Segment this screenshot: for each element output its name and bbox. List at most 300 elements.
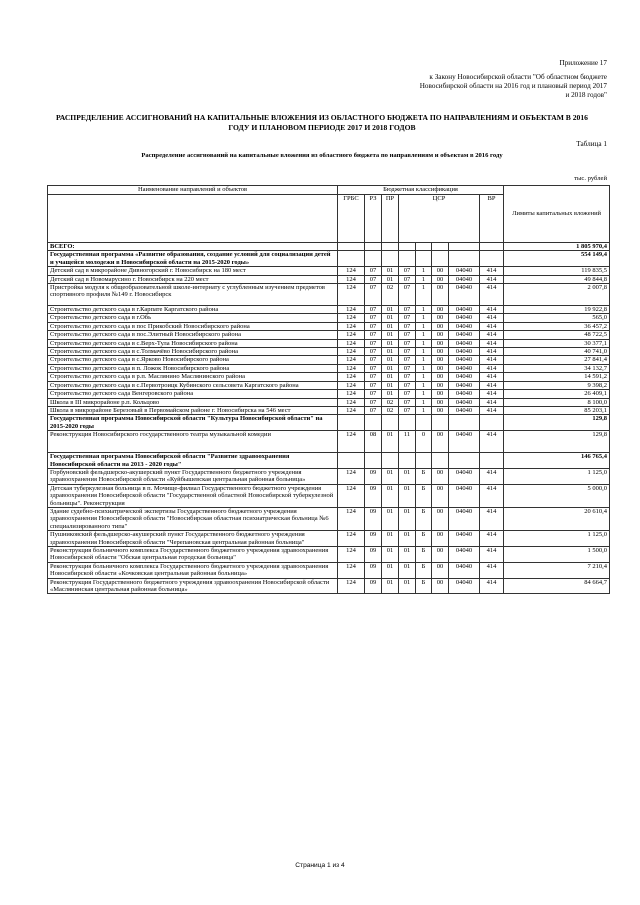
table-row xyxy=(48,390,610,398)
cell-grbs: 124 xyxy=(338,322,365,330)
cell-pr: 01 xyxy=(382,314,399,322)
cell-pr xyxy=(382,251,399,267)
cell-grbs: 124 xyxy=(338,306,365,314)
cell-rz: 09 xyxy=(365,562,382,578)
cell-pr: 01 xyxy=(382,578,399,594)
column-header-csr: ЦСР xyxy=(399,195,480,243)
column-header-name-blank xyxy=(48,195,338,243)
cell-pr: 01 xyxy=(382,390,399,398)
cell-c3: 00 xyxy=(432,339,449,347)
cell-c2: 1 xyxy=(416,267,432,275)
cell-c2: Б xyxy=(416,578,432,594)
cell-c1: 07 xyxy=(399,381,416,389)
cell-grbs: 124 xyxy=(338,578,365,594)
cell-c2 xyxy=(416,243,432,251)
cell-pr: 01 xyxy=(382,364,399,372)
cell-grbs: 124 xyxy=(338,348,365,356)
cell-rz xyxy=(365,415,382,431)
cell-c4 xyxy=(449,243,480,251)
table-row xyxy=(48,322,610,330)
cell-c1: 07 xyxy=(399,267,416,275)
cell-name: Реконструкция Новосибирского государственного театра музыкальной комедии xyxy=(48,431,338,453)
cell-c2: 1 xyxy=(416,331,432,339)
cell-c3: 00 xyxy=(432,275,449,283)
cell-c3: 00 xyxy=(432,531,449,547)
cell-pr: 01 xyxy=(382,562,399,578)
cell-grbs: 124 xyxy=(338,507,365,530)
cell-c2: 0 xyxy=(416,431,432,453)
cell-vr: 414 xyxy=(480,331,504,339)
table-row xyxy=(48,531,610,547)
cell-c4: 04040 xyxy=(449,314,480,322)
cell-c3: 00 xyxy=(432,267,449,275)
cell-vr: 414 xyxy=(480,484,504,507)
table-row xyxy=(48,484,610,507)
cell-c1: 07 xyxy=(399,306,416,314)
cell-grbs xyxy=(338,251,365,267)
cell-c2: 1 xyxy=(416,406,432,414)
cell-name: Строительство детского сада в с.Толмачёво Новосибирского района xyxy=(48,348,338,356)
table-row xyxy=(48,356,610,364)
cell-pr xyxy=(382,453,399,469)
cell-vr: 414 xyxy=(480,381,504,389)
cell-grbs: 124 xyxy=(338,364,365,372)
cell-name: ВСЕГО: xyxy=(48,243,338,251)
cell-amount: 14 591,2 xyxy=(504,373,610,381)
cell-grbs: 124 xyxy=(338,406,365,414)
cell-amount: 1 125,0 xyxy=(504,531,610,547)
cell-c4: 04040 xyxy=(449,578,480,594)
cell-amount: 26 409,1 xyxy=(504,390,610,398)
cell-c4 xyxy=(449,251,480,267)
cell-c3: 00 xyxy=(432,373,449,381)
cell-rz: 07 xyxy=(365,306,382,314)
table-number: Таблица 1 xyxy=(576,140,607,148)
cell-vr: 414 xyxy=(480,322,504,330)
cell-c3: 00 xyxy=(432,381,449,389)
cell-name: Здание судебно-психиатрической экспертизы Государственного бюджетного учреждения здравоохранения Новосибирской области "Новосибирская областная психиатрическая больница №6 специализированного типа" xyxy=(48,507,338,530)
cell-name: Школа в III микрорайоне р.п. Кольцово xyxy=(48,398,338,406)
cell-c1: 07 xyxy=(399,364,416,372)
cell-c2: 1 xyxy=(416,390,432,398)
column-header-budget-class: Бюджетная классификация xyxy=(338,186,504,195)
cell-c4: 04040 xyxy=(449,267,480,275)
cell-grbs xyxy=(338,453,365,469)
cell-c1: 07 xyxy=(399,406,416,414)
table-row xyxy=(48,468,610,484)
column-header-grbs: ГРБС xyxy=(338,195,365,243)
cell-c2: Б xyxy=(416,547,432,563)
cell-pr: 02 xyxy=(382,284,399,306)
cell-c2: Б xyxy=(416,562,432,578)
cell-amount: 84 664,7 xyxy=(504,578,610,594)
cell-pr: 01 xyxy=(382,484,399,507)
cell-c1 xyxy=(399,453,416,469)
cell-c2: Б xyxy=(416,468,432,484)
table-row xyxy=(48,562,610,578)
cell-rz: 09 xyxy=(365,547,382,563)
cell-vr: 414 xyxy=(480,578,504,594)
cell-c1 xyxy=(399,251,416,267)
cell-amount: 49 844,8 xyxy=(504,275,610,283)
cell-c4: 04040 xyxy=(449,275,480,283)
cell-rz: 09 xyxy=(365,531,382,547)
cell-vr: 414 xyxy=(480,275,504,283)
cell-c2: 1 xyxy=(416,339,432,347)
cell-vr: 414 xyxy=(480,547,504,563)
cell-c2: 1 xyxy=(416,322,432,330)
cell-c3 xyxy=(432,243,449,251)
cell-rz: 07 xyxy=(365,339,382,347)
program-row xyxy=(48,243,610,251)
cell-amount: 119 835,5 xyxy=(504,267,610,275)
cell-vr: 414 xyxy=(480,339,504,347)
cell-vr: 414 xyxy=(480,348,504,356)
cell-c3: 00 xyxy=(432,406,449,414)
cell-c1: 07 xyxy=(399,331,416,339)
cell-grbs: 124 xyxy=(338,398,365,406)
cell-c2: 1 xyxy=(416,356,432,364)
table-row xyxy=(48,373,610,381)
cell-c4: 04040 xyxy=(449,531,480,547)
cell-c3: 00 xyxy=(432,468,449,484)
table-row xyxy=(48,431,610,453)
cell-c2: Б xyxy=(416,507,432,530)
cell-c3: 00 xyxy=(432,578,449,594)
cell-vr xyxy=(480,251,504,267)
cell-c4: 04040 xyxy=(449,381,480,389)
cell-rz xyxy=(365,243,382,251)
cell-grbs: 124 xyxy=(338,373,365,381)
cell-grbs: 124 xyxy=(338,484,365,507)
cell-rz: 09 xyxy=(365,578,382,594)
table-row xyxy=(48,364,610,372)
cell-pr: 01 xyxy=(382,267,399,275)
cell-amount: 146 765,4 xyxy=(504,453,610,469)
cell-rz: 07 xyxy=(365,322,382,330)
cell-amount: 129,8 xyxy=(504,415,610,431)
cell-c4: 04040 xyxy=(449,398,480,406)
cell-c3: 00 xyxy=(432,398,449,406)
cell-amount: 1 500,0 xyxy=(504,547,610,563)
cell-vr: 414 xyxy=(480,531,504,547)
cell-c1: 01 xyxy=(399,562,416,578)
cell-c4: 04040 xyxy=(449,390,480,398)
cell-c1: 07 xyxy=(399,314,416,322)
document-title: РАСПРЕДЕЛЕНИЕ АССИГНОВАНИЙ НА КАПИТАЛЬНЫЕ ВЛОЖЕНИЯ ИЗ ОБЛАСТНОГО БЮДЖЕТА ПО НАПРАВЛЕНИЯМ И ОБЪЕКТАМ В 2016 ГОДУ И ПЛАНОВОМ ПЕРИОДЕ 2017 И 2018 ГОДОВ xyxy=(56,113,588,132)
cell-pr: 01 xyxy=(382,468,399,484)
cell-vr: 414 xyxy=(480,364,504,372)
cell-c1: 01 xyxy=(399,578,416,594)
cell-amount: 20 610,4 xyxy=(504,507,610,530)
cell-rz: 08 xyxy=(365,431,382,453)
cell-c3: 00 xyxy=(432,306,449,314)
cell-amount: 1 805 970,4 xyxy=(504,243,610,251)
cell-c2 xyxy=(416,251,432,267)
table-row xyxy=(48,267,610,275)
cell-vr xyxy=(480,243,504,251)
table-row xyxy=(48,507,610,530)
cell-c4: 04040 xyxy=(449,547,480,563)
table-row xyxy=(48,406,610,414)
cell-name: Детская туберкулезная больница в п. Мочище-филиал Государственного бюджетного учреждения здравоохранения Новосибирской области "Государственной областной Новосибирской туберкулезной больницы". Реконструкция xyxy=(48,484,338,507)
cell-c3 xyxy=(432,251,449,267)
cell-pr: 01 xyxy=(382,373,399,381)
column-header-name: Наименование направлений и объектов xyxy=(48,186,338,195)
cell-pr: 01 xyxy=(382,507,399,530)
cell-vr: 414 xyxy=(480,267,504,275)
cell-amount: 129,8 xyxy=(504,431,610,453)
cell-amount: 40 741,0 xyxy=(504,348,610,356)
cell-c4: 04040 xyxy=(449,348,480,356)
cell-c2: 1 xyxy=(416,373,432,381)
cell-c1: 07 xyxy=(399,322,416,330)
cell-vr: 414 xyxy=(480,507,504,530)
cell-pr: 01 xyxy=(382,547,399,563)
cell-amount: 7 210,4 xyxy=(504,562,610,578)
cell-c3: 00 xyxy=(432,562,449,578)
cell-grbs xyxy=(338,415,365,431)
cell-grbs: 124 xyxy=(338,314,365,322)
cell-c3: 00 xyxy=(432,314,449,322)
cell-c3: 00 xyxy=(432,331,449,339)
cell-name: Строительство детского сада в с.Первотроицк Кубинского сельсовета Каргатского района xyxy=(48,381,338,389)
cell-c4: 04040 xyxy=(449,562,480,578)
cell-name: Реконструкция Государственного бюджетного учреждения здравоохранения Новосибирской области «Маслянинская центральная районная больница» xyxy=(48,578,338,594)
cell-rz: 07 xyxy=(365,275,382,283)
cell-c2 xyxy=(416,415,432,431)
column-header-vr: ВР xyxy=(480,195,504,243)
cell-grbs: 124 xyxy=(338,562,365,578)
cell-c3: 00 xyxy=(432,484,449,507)
cell-c1: 11 xyxy=(399,431,416,453)
cell-vr: 414 xyxy=(480,406,504,414)
cell-c1: 07 xyxy=(399,398,416,406)
table-row xyxy=(48,348,610,356)
cell-amount: 30 377,1 xyxy=(504,339,610,347)
cell-rz: 07 xyxy=(365,364,382,372)
cell-c4: 04040 xyxy=(449,364,480,372)
cell-c2: Б xyxy=(416,484,432,507)
cell-pr: 01 xyxy=(382,322,399,330)
cell-name: Строительство детского сада в с.Ярково Новосибирского района xyxy=(48,356,338,364)
cell-c3: 00 xyxy=(432,322,449,330)
cell-rz: 07 xyxy=(365,356,382,364)
cell-c4: 04040 xyxy=(449,322,480,330)
cell-amount: 9 398,2 xyxy=(504,381,610,389)
allocation-table xyxy=(47,185,610,594)
cell-rz xyxy=(365,251,382,267)
cell-grbs: 124 xyxy=(338,267,365,275)
cell-pr: 01 xyxy=(382,348,399,356)
cell-grbs: 124 xyxy=(338,547,365,563)
cell-name: Пристройка модуля к общеобразовательной школе-интернату с углубленным изучением предметов спортивного профиля №149 г. Новосибирск xyxy=(48,284,338,306)
cell-grbs xyxy=(338,243,365,251)
cell-c4 xyxy=(449,453,480,469)
column-header-pr: ПР xyxy=(382,195,399,243)
cell-pr: 01 xyxy=(382,431,399,453)
cell-c4: 04040 xyxy=(449,331,480,339)
cell-pr xyxy=(382,243,399,251)
cell-c2: Б xyxy=(416,531,432,547)
cell-c2: 1 xyxy=(416,314,432,322)
cell-pr: 01 xyxy=(382,356,399,364)
cell-c1: 07 xyxy=(399,348,416,356)
cell-c4: 04040 xyxy=(449,356,480,364)
cell-pr: 02 xyxy=(382,398,399,406)
cell-vr xyxy=(480,415,504,431)
cell-c2: 1 xyxy=(416,306,432,314)
cell-amount: 1 125,0 xyxy=(504,468,610,484)
cell-rz xyxy=(365,453,382,469)
cell-amount: 5 000,0 xyxy=(504,484,610,507)
cell-c3: 00 xyxy=(432,356,449,364)
cell-c2: 1 xyxy=(416,381,432,389)
cell-c4: 04040 xyxy=(449,373,480,381)
table-row xyxy=(48,306,610,314)
table-row xyxy=(48,398,610,406)
cell-grbs: 124 xyxy=(338,381,365,389)
cell-name: Строительство детского сада в г.Обь xyxy=(48,314,338,322)
cell-c2: 1 xyxy=(416,284,432,306)
cell-rz: 07 xyxy=(365,390,382,398)
cell-name: Реконструкция больничного комплекса Государственного бюджетного учреждения здравоохранения Новосибирской области «Кочковская центральная районная больница» xyxy=(48,562,338,578)
cell-c3: 00 xyxy=(432,364,449,372)
cell-grbs: 124 xyxy=(338,468,365,484)
cell-c3: 00 xyxy=(432,431,449,453)
cell-c1: 01 xyxy=(399,507,416,530)
cell-pr: 01 xyxy=(382,339,399,347)
cell-c4 xyxy=(449,415,480,431)
cell-amount: 48 722,5 xyxy=(504,331,610,339)
cell-c1: 07 xyxy=(399,275,416,283)
table-row xyxy=(48,547,610,563)
cell-grbs: 124 xyxy=(338,275,365,283)
table-row xyxy=(48,381,610,389)
cell-c1: 01 xyxy=(399,484,416,507)
appendix-number: Приложение 17 xyxy=(559,59,607,67)
table-row xyxy=(48,284,610,306)
cell-vr: 414 xyxy=(480,562,504,578)
cell-pr: 01 xyxy=(382,306,399,314)
cell-name: Государственная программа Новосибирской области "Культура Новосибирской области" на 2015-2020 годы xyxy=(48,415,338,431)
cell-rz: 07 xyxy=(365,314,382,322)
cell-amount: 85 203,1 xyxy=(504,406,610,414)
table-row xyxy=(48,339,610,347)
cell-c3: 00 xyxy=(432,547,449,563)
cell-c1: 01 xyxy=(399,531,416,547)
cell-grbs: 124 xyxy=(338,284,365,306)
cell-name: Детский сад в Новомарусино г. Новосибирск на 220 мест xyxy=(48,275,338,283)
cell-grbs: 124 xyxy=(338,531,365,547)
cell-name: Реконструкция больничного комплекса Государственного бюджетного учреждения здравоохранения Новосибирской области "Обская центральная городская больница" xyxy=(48,547,338,563)
cell-rz: 09 xyxy=(365,507,382,530)
cell-pr: 01 xyxy=(382,331,399,339)
cell-vr: 414 xyxy=(480,468,504,484)
cell-grbs: 124 xyxy=(338,390,365,398)
cell-c3 xyxy=(432,415,449,431)
cell-pr: 01 xyxy=(382,275,399,283)
cell-name: Государственная программа «Развитие образования, создание условий для социализации детей и учащейся молодежи в Новосибирской области на 2015-2020 годы» xyxy=(48,251,338,267)
cell-name: Строительство детского сада в пос Прикобский Новосибирского района xyxy=(48,322,338,330)
cell-c2 xyxy=(416,453,432,469)
cell-rz: 07 xyxy=(365,331,382,339)
cell-name: Строительство детского сада в г.Карпате Каргатского района xyxy=(48,306,338,314)
cell-name: Детский сад в микрорайоне Дивногорский г. Новосибирск на 180 мест xyxy=(48,267,338,275)
cell-name: Школа в микрорайоне Березовый в Первомайском районе г. Новосибирска на 546 мест xyxy=(48,406,338,414)
table-row xyxy=(48,578,610,594)
cell-c3: 00 xyxy=(432,507,449,530)
program-row xyxy=(48,251,610,267)
cell-name: Строительство детского сада в с.Верх-Тула Новосибирского района xyxy=(48,339,338,347)
cell-rz: 07 xyxy=(365,406,382,414)
cell-name: Строительство детского сада Венгеровского района xyxy=(48,390,338,398)
cell-amount: 8 100,0 xyxy=(504,398,610,406)
cell-vr: 414 xyxy=(480,356,504,364)
cell-amount: 2 007,8 xyxy=(504,284,610,306)
table-subtitle: Распределение ассигнований на капитальные вложения из областного бюджета по направлениям и объектам в 2016 году xyxy=(141,152,503,159)
table-row xyxy=(48,314,610,322)
cell-c4: 04040 xyxy=(449,468,480,484)
cell-c1: 07 xyxy=(399,356,416,364)
cell-c1: 07 xyxy=(399,339,416,347)
cell-pr: 02 xyxy=(382,406,399,414)
cell-name: Пушниковский фельдшерско-акушерский пункт Государственного бюджетного учреждения здравоохранения Новосибирской области "Черепановская центральная районная больница" xyxy=(48,531,338,547)
cell-rz: 09 xyxy=(365,468,382,484)
cell-c2: 1 xyxy=(416,398,432,406)
cell-c2: 1 xyxy=(416,364,432,372)
cell-rz: 07 xyxy=(365,398,382,406)
cell-amount: 34 132,7 xyxy=(504,364,610,372)
cell-c4: 04040 xyxy=(449,507,480,530)
cell-vr: 414 xyxy=(480,373,504,381)
page-footer: Страница 1 из 4 xyxy=(295,862,345,869)
cell-pr xyxy=(382,415,399,431)
program-row xyxy=(48,415,610,431)
cell-grbs: 124 xyxy=(338,339,365,347)
column-header-rz: РЗ xyxy=(365,195,382,243)
cell-rz: 07 xyxy=(365,348,382,356)
table-body xyxy=(48,243,610,594)
cell-c4: 04040 xyxy=(449,406,480,414)
cell-c4: 04040 xyxy=(449,339,480,347)
cell-c3 xyxy=(432,453,449,469)
cell-name: Государственная программа Новосибирской области "Развитие здравоохранения Новосибирской области на 2013 - 2020 годы" xyxy=(48,453,338,469)
cell-vr: 414 xyxy=(480,306,504,314)
cell-c4: 04040 xyxy=(449,306,480,314)
cell-c1: 07 xyxy=(399,390,416,398)
cell-c1 xyxy=(399,243,416,251)
cell-vr: 414 xyxy=(480,390,504,398)
column-header-limits: Лимиты капитальных вложений xyxy=(504,186,610,243)
cell-name: Строительство детского сада в п. Ложок Новосибирского района xyxy=(48,364,338,372)
cell-vr: 414 xyxy=(480,284,504,306)
cell-amount: 554 149,4 xyxy=(504,251,610,267)
cell-rz: 07 xyxy=(365,373,382,381)
cell-c1: 01 xyxy=(399,468,416,484)
cell-rz: 07 xyxy=(365,284,382,306)
cell-pr: 01 xyxy=(382,381,399,389)
cell-vr: 414 xyxy=(480,314,504,322)
table-row xyxy=(48,275,610,283)
cell-c2: 1 xyxy=(416,348,432,356)
cell-pr: 01 xyxy=(382,531,399,547)
cell-amount: 27 841,4 xyxy=(504,356,610,364)
cell-rz: 09 xyxy=(365,484,382,507)
cell-c1: 01 xyxy=(399,547,416,563)
appendix-reference: к Закону Новосибирской области "Об областном бюджете Новосибирской области на 2016 год и плановый период 2017 и 2018 годов" xyxy=(419,73,607,99)
cell-c3: 00 xyxy=(432,284,449,306)
